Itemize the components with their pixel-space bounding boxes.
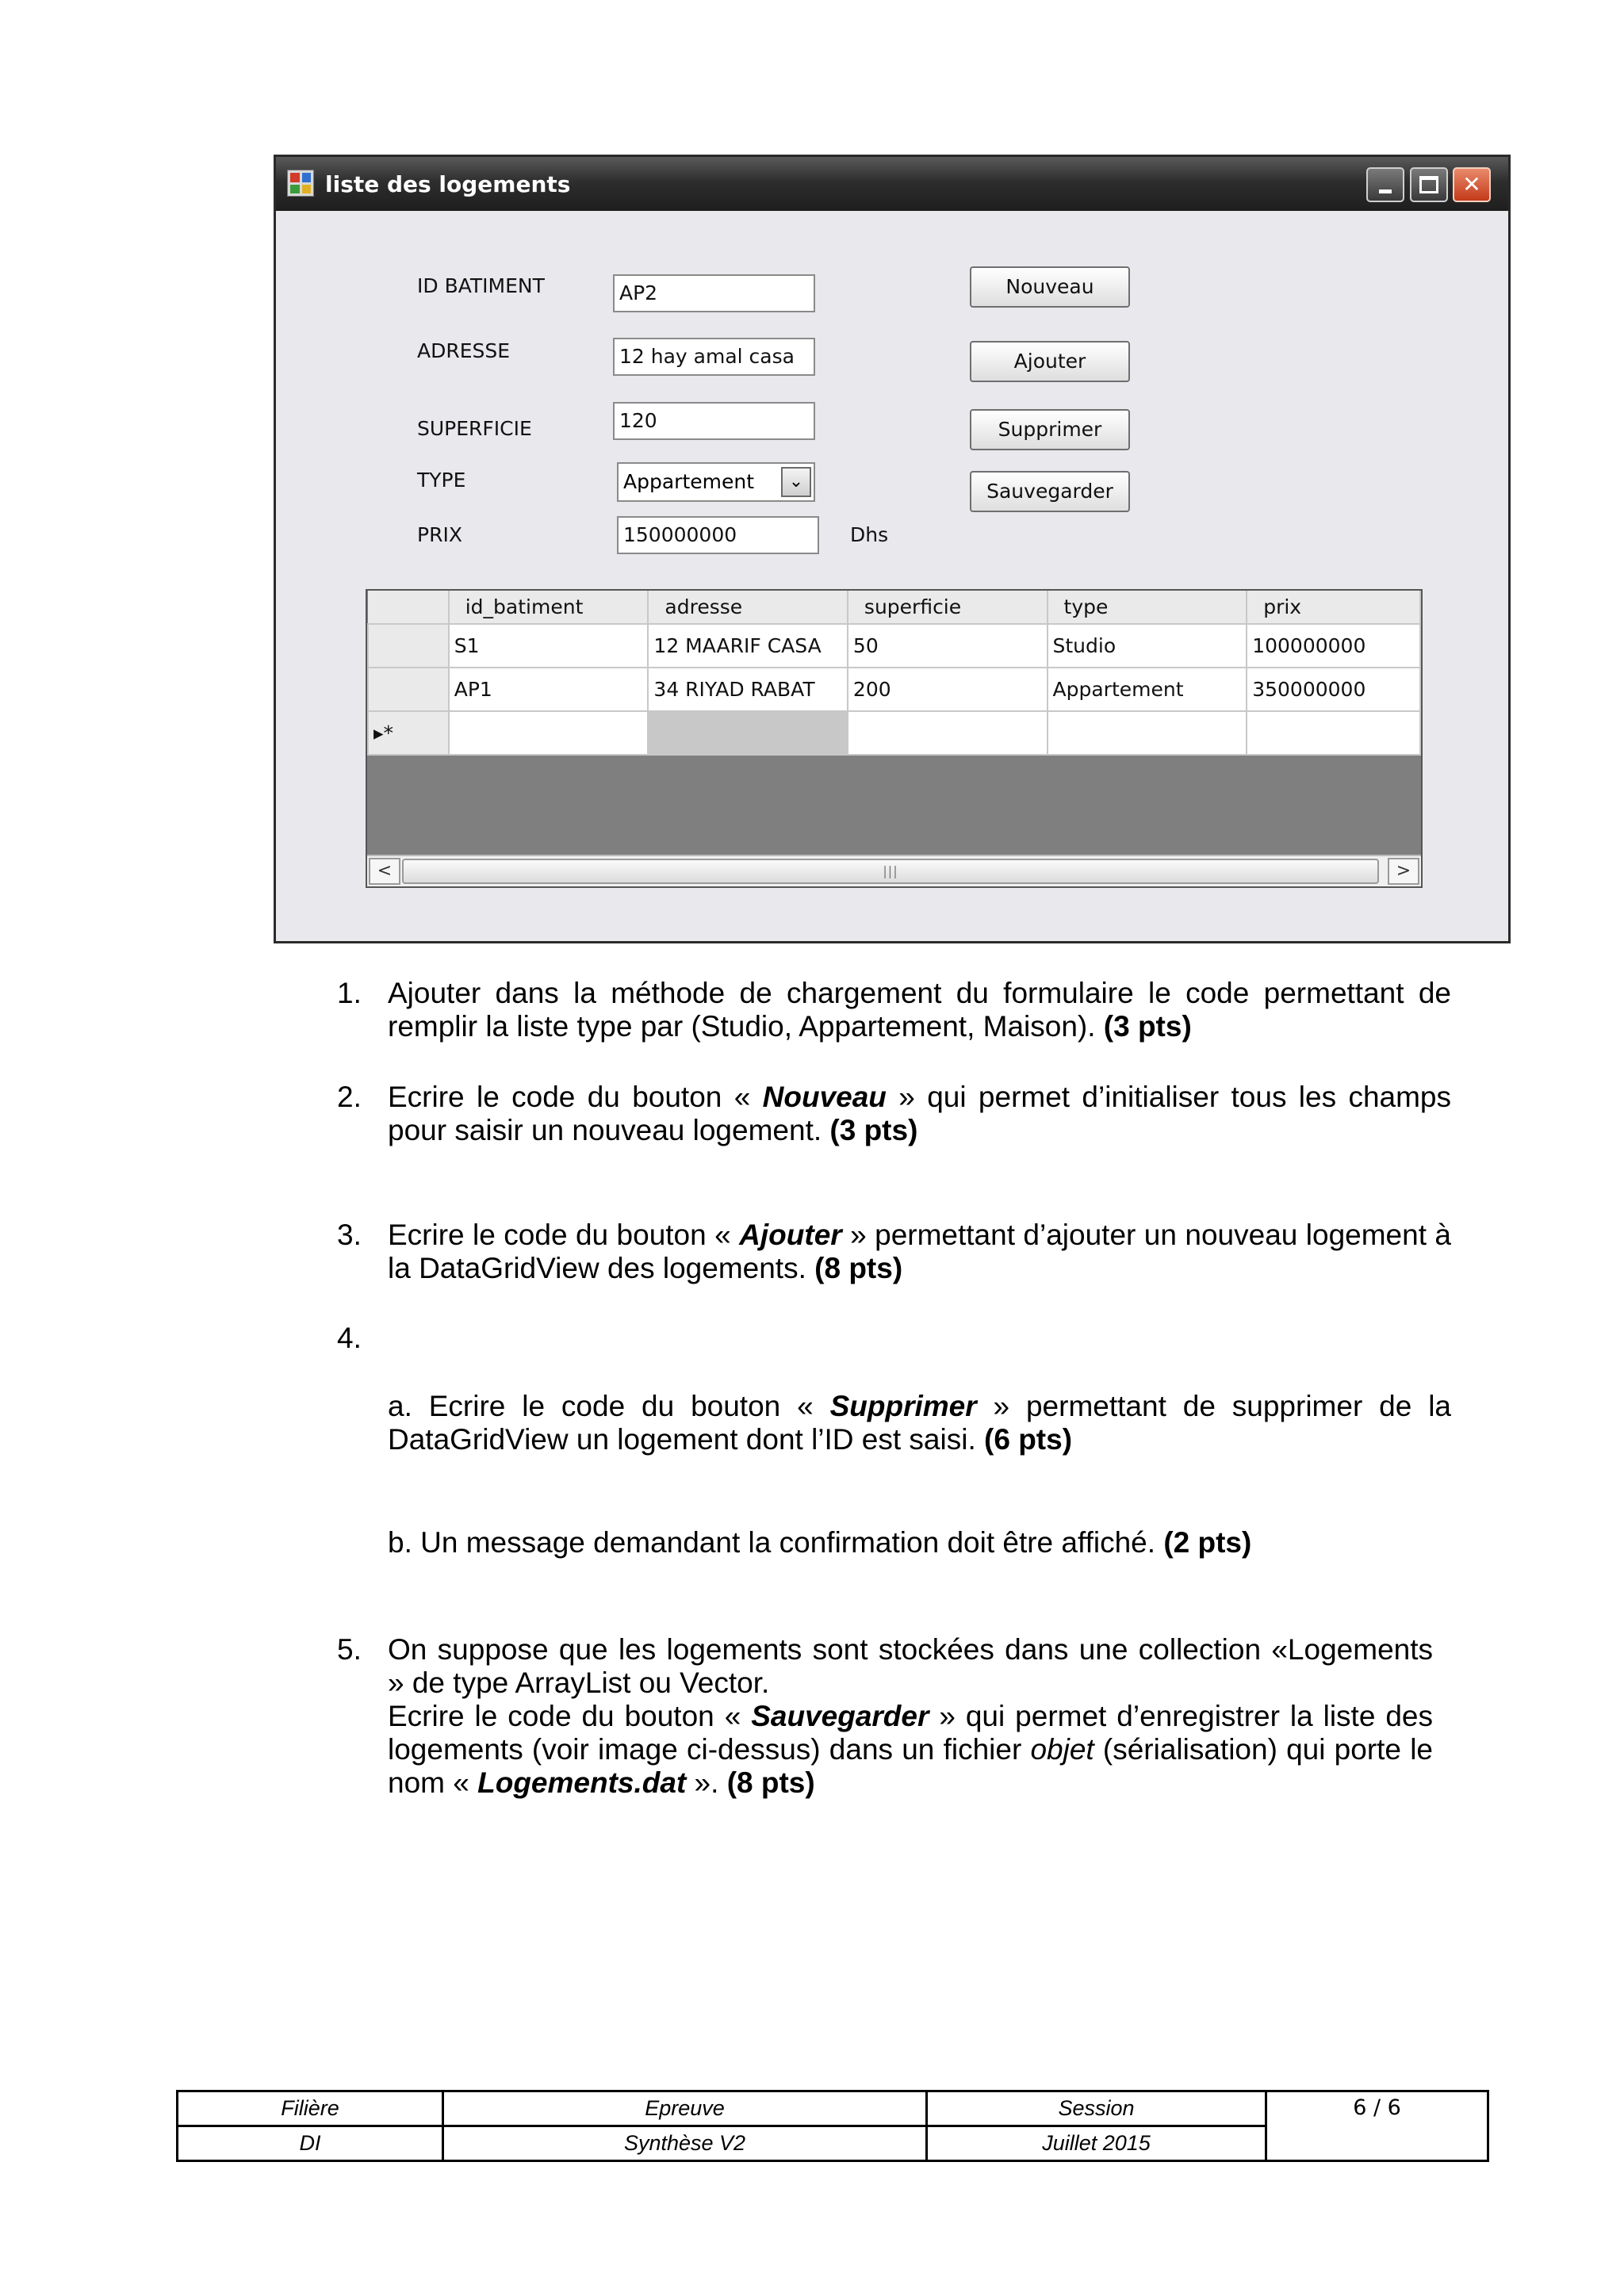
logements-datagridview[interactable] [366,589,1423,888]
question-text: Ecrire le code du bouton « [388,1081,763,1113]
close-button[interactable] [1453,167,1491,202]
maximize-button[interactable] [1410,167,1448,202]
prix-input[interactable]: 150000000 [617,516,819,554]
question-text: Ajouter dans la méthode de chargement du formulaire le code permettant de remplir la liste type par (Studio, Appartement, Maison). [388,977,1451,1043]
question-text-italic: objet [1030,1733,1094,1766]
question-1 [337,977,1451,1043]
question-points: (8 pts) [726,1766,815,1799]
grid-column-header[interactable]: id_batiment [449,591,649,624]
question-text: On suppose que les logements sont stockées dans une collection «Logements » de type ArrayList ou Vector. [388,1633,1433,1699]
type-label: TYPE [417,469,466,492]
question-number: 1. [337,977,362,1009]
grid-column-header[interactable]: adresse [648,591,848,624]
footer-session-header: Session [927,2091,1266,2126]
button-name-keyword: Sauvegarder [751,1700,929,1732]
grid-cell[interactable]: S1 [449,624,649,668]
minimize-icon [1379,189,1392,193]
question-text: b. Un message demandant la confirmation doit être affiché. [388,1526,1164,1559]
question-5 [337,1633,1433,1800]
supprimer-button[interactable]: Supprimer [970,409,1130,450]
app-icon [287,170,314,197]
footer-filiere-value: DI [178,2126,443,2161]
question-points: (6 pts) [984,1423,1073,1456]
table-row[interactable] [368,624,1420,668]
footer-page-number: 6 / 6 [1266,2091,1488,2161]
superficie-label: SUPERFICIE [417,417,532,440]
close-icon: ✕ [1462,171,1481,197]
grid-cell[interactable]: 12 MAARIF CASA [648,624,848,668]
file-name-keyword: Logements.dat [477,1766,687,1799]
window-titlebar [276,157,1508,211]
grid-cell[interactable]: 350000000 [1247,668,1420,711]
question-text: Ecrire le code du bouton « [388,1700,752,1732]
grid-cell[interactable]: Appartement [1048,668,1247,711]
adresse-label: ADRESSE [417,339,511,362]
footer-epreuve-header: Epreuve [443,2091,927,2126]
button-name-keyword: Nouveau [762,1081,887,1113]
question-number: 2. [337,1081,362,1113]
question-text: » permettant de supprimer de la DataGridView un logement dont l’ID est saisi. [388,1390,1451,1456]
type-select-value: Appartement [623,470,755,493]
prix-unit-label: Dhs [850,523,889,546]
scroll-right-icon[interactable]: > [1388,858,1419,885]
question-text: ». [686,1766,727,1799]
grid-cell[interactable]: Studio [1048,624,1247,668]
question-text: » qui permet d’initialiser tous les champs pour saisir un nouveau logement. [388,1081,1451,1146]
type-select[interactable] [617,462,815,502]
question-points: (2 pts) [1163,1526,1252,1559]
id-batiment-input[interactable]: AP2 [613,274,815,312]
question-text: a. Ecrire le code du bouton « [388,1390,830,1422]
id-batiment-label: ID BATIMENT [417,274,545,297]
grid-corner-header[interactable] [368,591,449,624]
button-name-keyword: Supprimer [829,1390,977,1422]
grid-column-header[interactable]: superficie [848,591,1048,624]
question-text: (sérialisation) qui porte le nom « [388,1733,1433,1799]
minimize-button[interactable] [1366,167,1404,202]
grid-column-header[interactable]: prix [1247,591,1420,624]
footer-epreuve-value: Synthèse V2 [443,2126,927,2161]
grid-cell-selected[interactable] [648,711,848,755]
footer-filiere-header: Filière [178,2091,443,2126]
grid-cell[interactable] [1048,711,1247,755]
grid-cell[interactable] [848,711,1048,755]
chevron-down-icon[interactable]: ⌄ [781,467,811,497]
button-name-keyword: Ajouter [739,1219,842,1251]
footer-table [176,2090,1489,2162]
question-text: Ecrire le code du bouton « [388,1219,740,1251]
question-3 [337,1219,1451,1285]
question-4 [337,1322,1451,1559]
grid-cell[interactable] [1247,711,1420,755]
question-text: » permettant d’ajouter un nouveau logement à la DataGridView des logements. [388,1219,1452,1284]
row-header[interactable] [368,668,449,711]
adresse-input[interactable]: 12 hay amal casa [613,338,815,376]
grid-cell[interactable]: AP1 [449,668,649,711]
maximize-icon [1419,176,1438,193]
new-row[interactable] [368,711,1420,755]
footer-session-value: Juillet 2015 [927,2126,1266,2161]
grid-column-header[interactable]: type [1048,591,1247,624]
app-window-screenshot [274,155,1511,943]
window-title: liste des logements [325,171,571,197]
question-number: 5. [337,1633,362,1666]
question-text: » qui permet d’enregistrer la liste des logements (voir image ci-dessus) dans un fichier [388,1700,1434,1766]
question-number: 4. [337,1322,362,1354]
table-row[interactable] [368,668,1420,711]
new-row-marker-icon: ▸* [368,711,449,755]
row-header[interactable] [368,624,449,668]
ajouter-button[interactable]: Ajouter [970,341,1130,382]
nouveau-button[interactable]: Nouveau [970,266,1130,308]
scroll-left-icon[interactable]: < [369,858,400,885]
grid-cell[interactable] [449,711,649,755]
grid-cell[interactable]: 100000000 [1247,624,1420,668]
prix-label: PRIX [417,523,462,546]
grid-cell[interactable]: 50 [848,624,1048,668]
grid-cell[interactable]: 34 RIYAD RABAT [648,668,848,711]
superficie-input[interactable]: 120 [613,402,815,440]
question-points: (3 pts) [829,1114,918,1146]
question-points: (8 pts) [814,1252,903,1284]
question-number: 3. [337,1219,362,1251]
horizontal-scrollbar[interactable] [367,855,1421,886]
question-2 [337,1081,1451,1147]
grid-cell[interactable]: 200 [848,668,1048,711]
scroll-thumb[interactable]: ||| [402,859,1379,884]
sauvegarder-button[interactable]: Sauvegarder [970,471,1130,512]
question-points: (3 pts) [1103,1010,1192,1043]
